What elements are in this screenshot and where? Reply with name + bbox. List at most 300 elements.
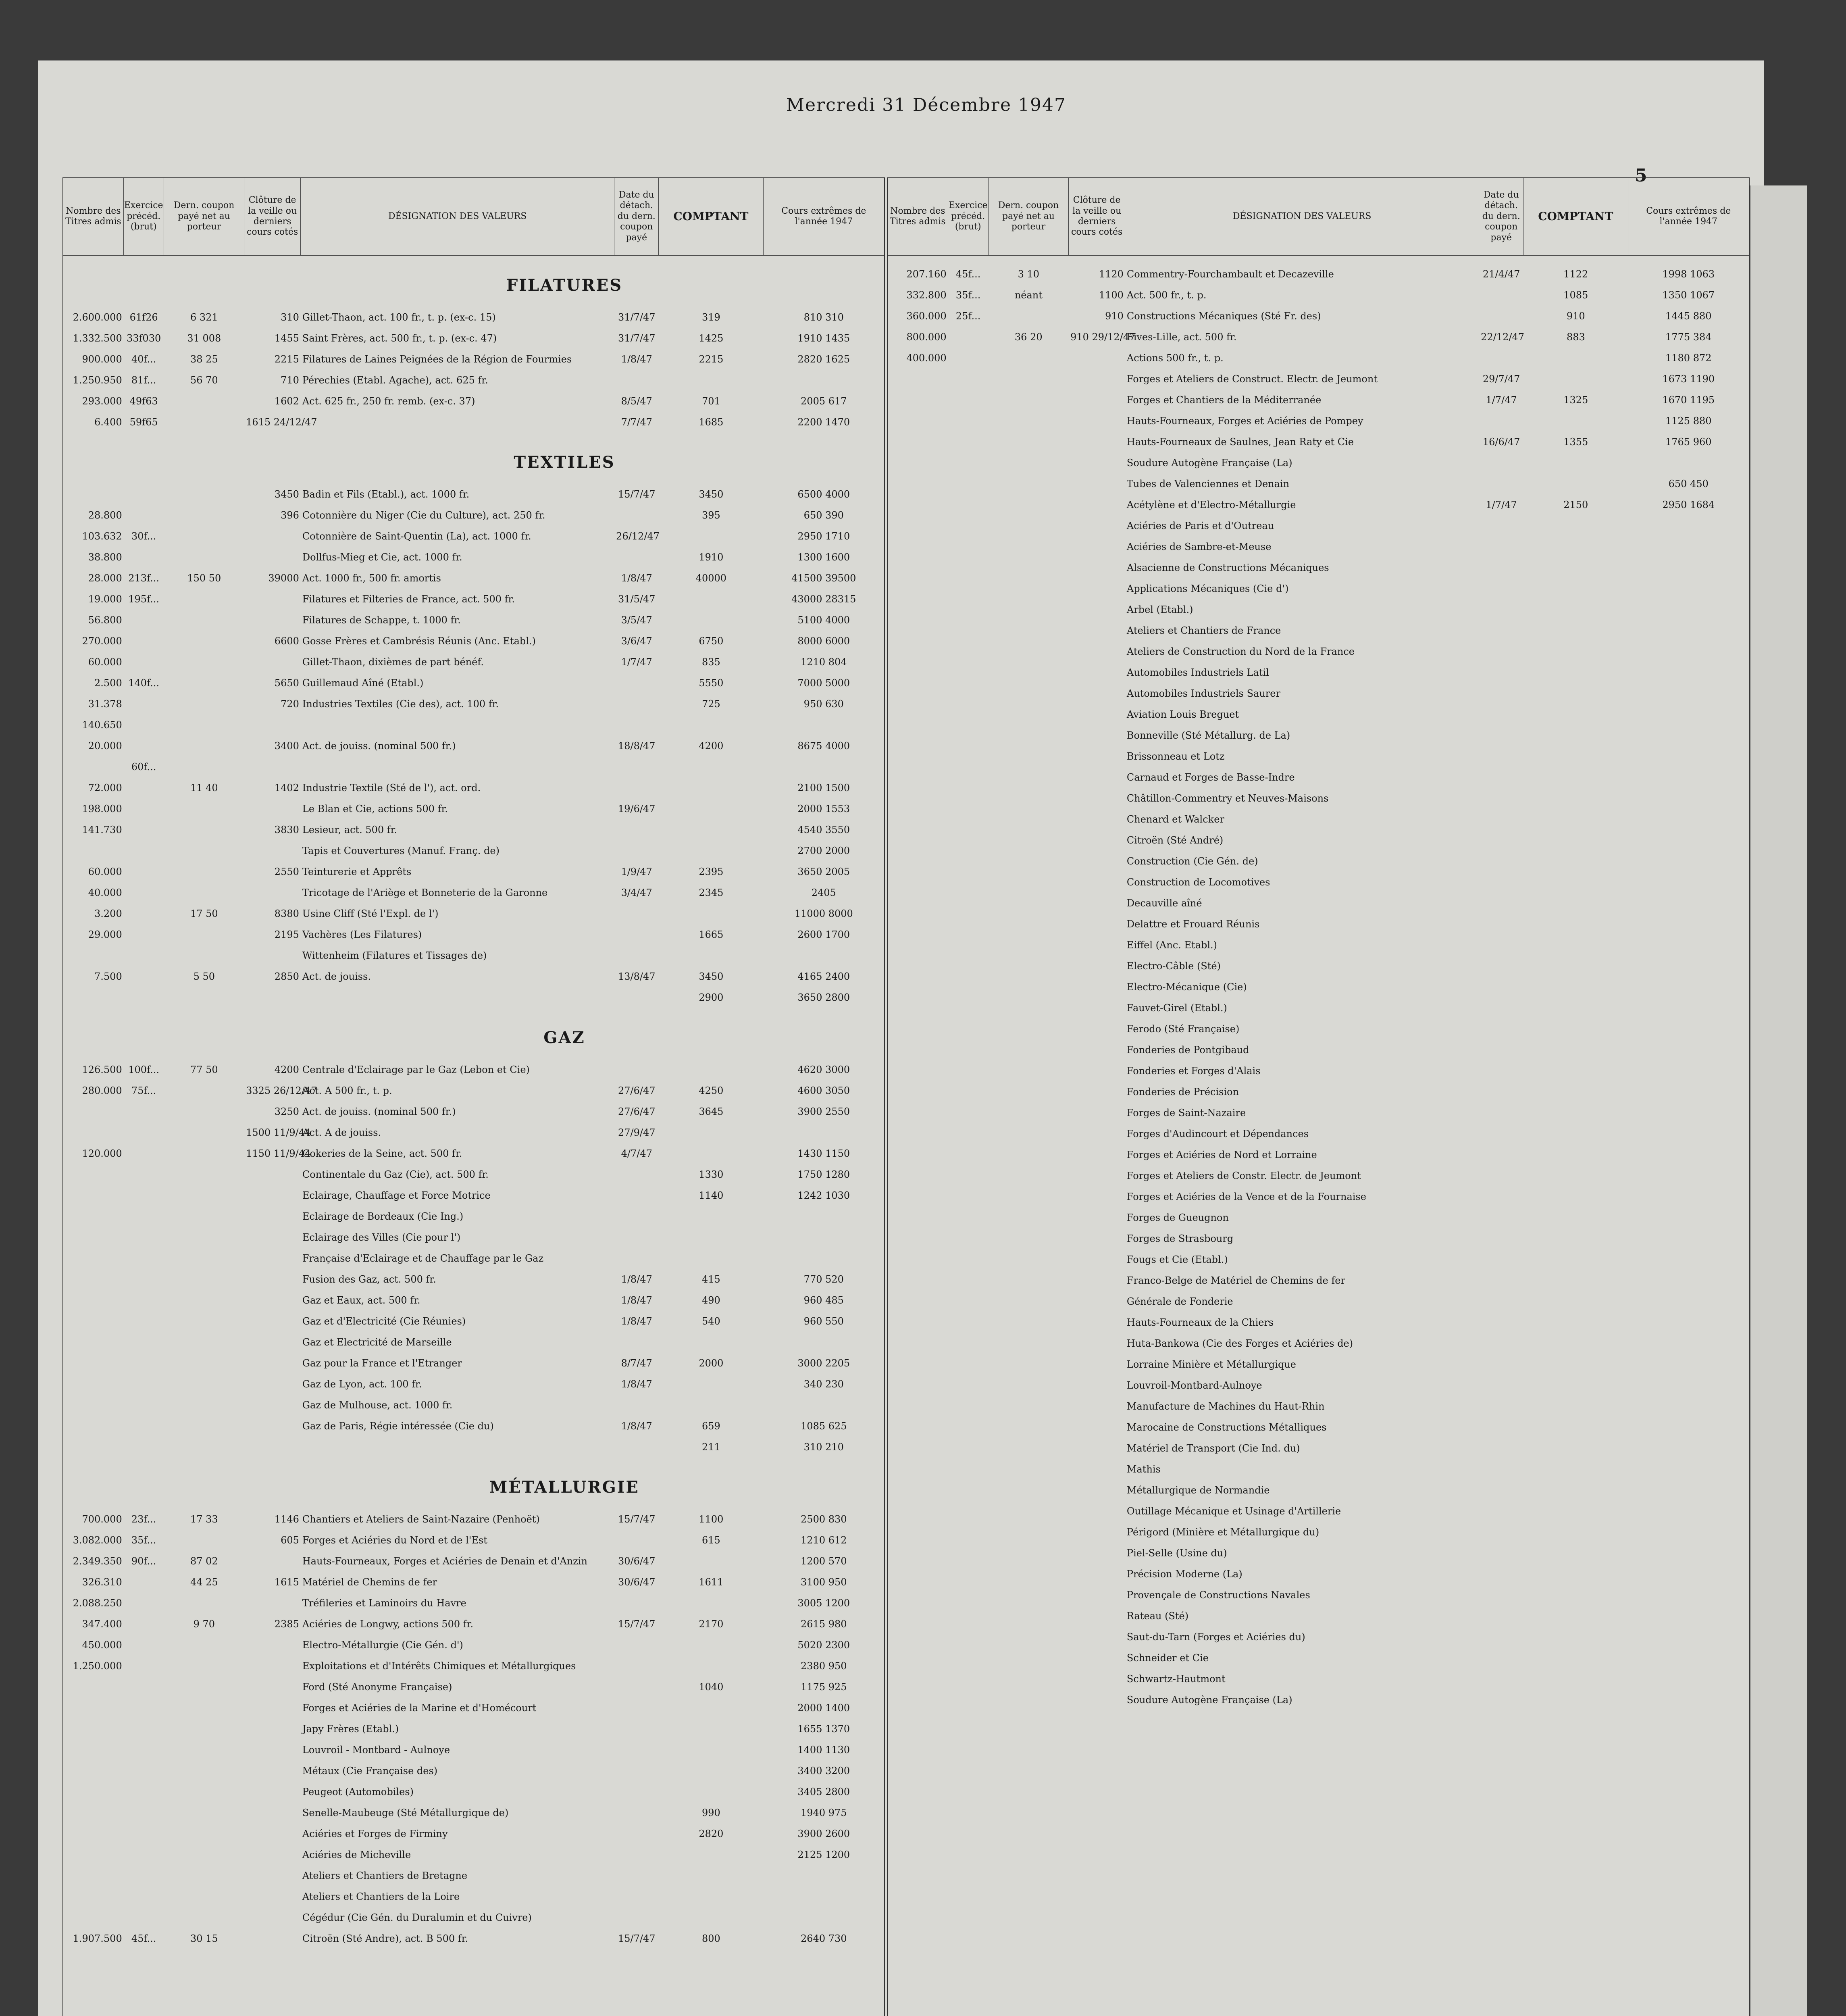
table-row [63, 1332, 884, 1353]
row-list [63, 1509, 884, 1949]
valeur-name: Pérechies (Etabl. Agache), act. 625 fr. [302, 375, 488, 386]
date-detach: 30/6/47 [618, 1556, 656, 1567]
table-row [63, 987, 884, 1008]
table-row [63, 819, 884, 840]
valeur-name: Lesieur, act. 500 fr. [302, 824, 398, 835]
comptant-price: 4200 [699, 740, 724, 752]
table-row [63, 1509, 884, 1530]
titres-admis: 900.000 [82, 354, 122, 365]
date-detach: 1/8/47 [621, 1295, 652, 1306]
col-exercice: Exercice précéd. (brut) [124, 178, 164, 255]
cours-extremes: 43000 28315 [791, 594, 856, 605]
table-row [63, 1290, 884, 1311]
table-row [63, 1185, 884, 1206]
titres-admis: 332.800 [906, 289, 947, 301]
cours-extremes: 1655 1370 [797, 1723, 850, 1735]
valeur-name: Carnaud et Forges de Basse-Indre [1126, 772, 1295, 783]
table-row [63, 1739, 884, 1760]
table-row [63, 798, 884, 819]
cours-extremes: 2125 1200 [797, 1849, 850, 1860]
valeur-name: Cotonnière du Niger (Cie du Culture), act. 250 fr. [302, 510, 545, 521]
valeur-name: Outillage Mécanique et Usinage d'Artillerie [1126, 1506, 1341, 1517]
col-cours-extremes: Cours extrêmes de l'année 1947 [1646, 206, 1731, 227]
table-row [888, 830, 1749, 851]
cours-extremes: 3650 2800 [797, 992, 850, 1003]
table-row [888, 1123, 1749, 1144]
comptant-price: 2215 [699, 354, 724, 365]
table-row [888, 1480, 1749, 1501]
valeur-name: Citroën (Sté André) [1126, 835, 1224, 846]
valeur-name: Rateau (Sté) [1126, 1610, 1189, 1622]
table-row [888, 914, 1749, 935]
titres-admis: 2.500 [94, 677, 122, 689]
valeur-name: Gillet-Thaon, dixièmes de part bénéf. [302, 656, 484, 668]
cours-extremes: 2615 980 [801, 1618, 847, 1630]
valeur-name: Forges et Ateliers de Construct. Electr. de Jeumont [1126, 373, 1378, 385]
cloture-value: 1146 [274, 1514, 299, 1525]
date-detach: 3/6/47 [621, 635, 652, 647]
date-detach: 3/5/47 [621, 614, 652, 626]
date-detach: 31/7/47 [618, 333, 656, 344]
cours-extremes: 2820 1625 [797, 354, 850, 365]
valeur-name: Gaz de Mulhouse, act. 1000 fr. [302, 1400, 453, 1411]
table-row [63, 1886, 884, 1907]
cours-extremes: 8000 6000 [797, 635, 850, 647]
table-row [63, 1865, 884, 1886]
valeur-name: Provençale de Constructions Navales [1126, 1589, 1310, 1601]
titres-admis: 1.907.500 [73, 1933, 122, 1944]
table-row [63, 882, 884, 903]
cours-extremes: 1350 1067 [1662, 289, 1715, 301]
cloture-value: 1500 11/9/44 [246, 1127, 311, 1138]
cloture-value: 3325 26/12/47 [246, 1085, 317, 1096]
table-row [63, 1677, 884, 1697]
cours-extremes: 1445 880 [1665, 310, 1712, 322]
table-row [63, 1059, 884, 1080]
valeur-name: Métaux (Cie Française des) [302, 1765, 438, 1776]
cours-extremes: 3000 2205 [797, 1358, 850, 1369]
date-detach: 21/4/47 [1482, 269, 1520, 280]
cloture-value: 3400 [274, 740, 299, 752]
col-date: Date du détach. du dern. coupon payé [614, 178, 659, 255]
table-row [888, 1270, 1749, 1291]
cours-extremes: 1125 880 [1665, 415, 1712, 427]
date-detach: 4/7/47 [621, 1148, 652, 1159]
coupon-value: 5 50 [193, 971, 215, 982]
valeur-name: Act. A de jouiss. [302, 1127, 381, 1138]
valeur-name: Continentale du Gaz (Cie), act. 500 fr. [302, 1169, 489, 1180]
comptant-price: 1085 [1563, 289, 1588, 301]
table-row [63, 1248, 884, 1269]
cloture-value: 1120 [1099, 269, 1124, 280]
valeur-name: Forges et Ateliers de Constr. Electr. de Jeumont [1126, 1170, 1361, 1181]
date-detach: 7/7/47 [621, 417, 652, 428]
table-row [888, 1543, 1749, 1564]
cloture-value: 720 [281, 698, 299, 710]
date-detach: 27/6/47 [618, 1106, 656, 1117]
valeur-name: Fonderies de Pontgibaud [1126, 1044, 1249, 1056]
coupon-value: 30 15 [190, 1933, 218, 1944]
table-row [888, 620, 1749, 641]
titres-admis: 20.000 [88, 740, 122, 752]
table-row [63, 307, 884, 328]
valeur-name: Actions 500 fr., t. p. [1126, 352, 1224, 364]
table-row [888, 662, 1749, 683]
valeur-name: Franco-Belge de Matériel de Chemins de fer [1126, 1275, 1345, 1286]
cours-extremes: 1210 612 [801, 1535, 847, 1546]
valeur-name: Electro-Câble (Sté) [1126, 960, 1221, 972]
valeur-name: Arbel (Etabl.) [1126, 604, 1193, 615]
table-row [888, 389, 1749, 410]
row-list [888, 264, 1749, 1710]
cours-extremes: 1210 804 [801, 656, 847, 668]
valeur-name: Exploitations et d'Intérêts Chimiques et Métallurgiques [302, 1660, 576, 1672]
table-row [63, 1437, 884, 1458]
cours-extremes: 11000 8000 [794, 908, 853, 919]
titres-admis: 2.349.350 [73, 1556, 122, 1567]
valeur-name: Construction de Locomotives [1126, 877, 1270, 888]
date-detach: 1/7/47 [1486, 394, 1517, 406]
cloture-value: 1455 [274, 333, 299, 344]
cours-extremes: 4165 2400 [797, 971, 850, 982]
valeur-name: Forges de Strasbourg [1126, 1233, 1234, 1244]
date-detach: 29/7/47 [1482, 373, 1520, 385]
table-row [888, 851, 1749, 872]
valeur-name: Act. de jouiss. (nominal 500 fr.) [302, 1106, 456, 1117]
col-designation: DÉSIGNATION DES VALEURS [301, 178, 614, 255]
valeur-name: Huta-Bankowa (Cie des Forges et Aciéries de) [1126, 1338, 1353, 1349]
titres-admis: 6.400 [94, 417, 122, 428]
cloture-value: 396 [281, 510, 299, 521]
comptant-price: 1140 [699, 1190, 724, 1201]
exercice-value: 33f030 [127, 333, 161, 344]
cours-extremes: 2700 2000 [797, 845, 850, 856]
cloture-value: 605 [281, 1535, 299, 1546]
comptant-price: 2900 [699, 992, 724, 1003]
cours-extremes: 960 485 [803, 1295, 844, 1306]
table-row [63, 1907, 884, 1928]
cloture-value: 310 [281, 312, 299, 323]
cours-extremes: 810 310 [803, 312, 844, 323]
table-row [888, 578, 1749, 599]
table-row [63, 1614, 884, 1635]
table-row [888, 1564, 1749, 1585]
valeur-name: Vachères (Les Filatures) [302, 929, 422, 940]
valeur-name: Centrale d'Eclairage par le Gaz (Lebon et Cie) [302, 1064, 530, 1075]
valeur-name: Ateliers de Construction du Nord de la France [1126, 646, 1355, 657]
cours-extremes: 2005 617 [801, 396, 847, 407]
table-row [63, 1311, 884, 1332]
titres-admis: 270.000 [82, 635, 122, 647]
date-detach: 16/6/47 [1482, 436, 1520, 448]
table-row [63, 1143, 884, 1164]
table-row [888, 1585, 1749, 1606]
cours-extremes: 950 630 [803, 698, 844, 710]
cours-extremes: 3400 3200 [797, 1765, 850, 1776]
valeur-name: Française d'Eclairage et de Chauffage par le Gaz [302, 1253, 544, 1264]
table-row [888, 1144, 1749, 1165]
page-date: Mercredi 31 Décembre 1947 [786, 95, 1066, 115]
table-row [888, 1060, 1749, 1081]
table-row [888, 872, 1749, 893]
titres-admis: 400.000 [906, 352, 947, 364]
column-header [63, 178, 884, 256]
table-row [63, 1101, 884, 1122]
date-detach: 1/8/47 [621, 1420, 652, 1432]
valeur-name: Gillet-Thaon, act. 100 fr., t. p. (ex-c. 15) [302, 312, 496, 323]
coupon-value: 11 40 [190, 782, 218, 793]
valeur-name: Fauvet-Girel (Etabl.) [1126, 1002, 1227, 1014]
right-body [888, 256, 1749, 1710]
table-row [63, 1781, 884, 1802]
table-row [888, 809, 1749, 830]
titres-admis: 60.000 [88, 866, 122, 877]
titres-admis: 207.160 [906, 269, 947, 280]
valeur-name: Aviation Louis Breguet [1126, 709, 1239, 720]
cours-extremes: 4600 3050 [797, 1085, 850, 1096]
valeur-name: Delattre et Frouard Réunis [1126, 918, 1260, 930]
valeur-name: Act. 625 fr., 250 fr. remb. (ex-c. 37) [302, 396, 475, 407]
exercice-value: 90f... [131, 1556, 156, 1567]
valeur-name: Marocaine de Constructions Métalliques [1126, 1422, 1327, 1433]
cloture-value: 8380 [274, 908, 299, 919]
col-cloture: Clôture de la veille ou derniers cours cotés [244, 178, 301, 255]
comptant-price: 2395 [699, 866, 724, 877]
exercice-value: 35f... [955, 289, 981, 301]
cours-extremes: 4620 3000 [797, 1064, 850, 1075]
date-detach: 18/8/47 [618, 740, 656, 752]
table-row [888, 767, 1749, 788]
table-row [63, 1122, 884, 1143]
cours-extremes: 7000 5000 [797, 677, 850, 689]
col-cours-extremes: Cours extrêmes de l'année 1947 [781, 206, 866, 227]
comptant-price: 415 [701, 1274, 720, 1285]
cloture-value: 1615 [274, 1577, 299, 1588]
table-row [63, 1823, 884, 1844]
date-detach: 1/8/47 [621, 573, 652, 584]
table-row [63, 1593, 884, 1614]
date-detach: 15/7/47 [618, 1514, 656, 1525]
titres-admis: 1.250.950 [73, 375, 122, 386]
valeur-name: Lorraine Minière et Métallurgique [1126, 1359, 1296, 1370]
valeur-name: Forges d'Audincourt et Dépendances [1126, 1128, 1309, 1139]
valeur-name: Eclairage des Villes (Cie pour l') [302, 1232, 461, 1243]
table-row [63, 1572, 884, 1593]
table-row [63, 735, 884, 756]
date-detach: 15/7/47 [618, 1618, 656, 1630]
coupon-value: 9 70 [193, 1618, 215, 1630]
table-row [888, 369, 1749, 389]
table-row [888, 683, 1749, 704]
valeur-name: Tréfileries et Laminoirs du Havre [302, 1597, 466, 1609]
table-row [888, 327, 1749, 348]
valeur-name: Métallurgique de Normandie [1126, 1485, 1270, 1496]
table-row [888, 704, 1749, 725]
valeur-name: Ateliers et Chantiers de Bretagne [302, 1870, 468, 1881]
valeur-name: Aciéries de Longwy, actions 500 fr. [302, 1618, 474, 1630]
cours-extremes: 650 450 [1668, 478, 1709, 489]
comptant-price: 1040 [699, 1681, 724, 1693]
titres-admis: 29.000 [88, 929, 122, 940]
valeur-name: Soudure Autogène Française (La) [1126, 1694, 1292, 1706]
date-detach: 27/9/47 [618, 1127, 656, 1138]
table-row [63, 840, 884, 861]
comptant-price: 395 [701, 510, 720, 521]
table-row [888, 1689, 1749, 1710]
valeur-name: Guillemaud Aîné (Etabl.) [302, 677, 424, 689]
cloture-value: 910 [1105, 310, 1124, 322]
date-detach: 15/7/47 [618, 1933, 656, 1944]
titres-admis: 120.000 [82, 1148, 122, 1159]
exercice-value: 45f... [955, 269, 981, 280]
row-list [63, 1059, 884, 1458]
valeur-name: Aciéries et Forges de Firminy [302, 1828, 448, 1839]
valeur-name: Electro-Métallurgie (Cie Gén. d') [302, 1639, 463, 1651]
valeur-name: Electro-Mécanique (Cie) [1126, 981, 1247, 993]
comptant-price: 40000 [695, 573, 727, 584]
cours-extremes: 2200 1470 [797, 417, 850, 428]
cloture-value: 39000 [268, 573, 299, 584]
titres-admis: 56.800 [88, 614, 122, 626]
titres-admis: 2.088.250 [73, 1597, 122, 1609]
valeur-name: Ateliers et Chantiers de France [1126, 625, 1281, 636]
table-row [888, 1165, 1749, 1186]
table-row [63, 1551, 884, 1572]
date-detach: 1/7/47 [621, 656, 652, 668]
table-row [63, 610, 884, 631]
col-coupon: Dern. coupon payé net au porteur [989, 178, 1069, 255]
page-edge [1750, 185, 1807, 2016]
cours-extremes: 2000 1400 [797, 1702, 850, 1714]
section-title: MÉTALLURGIE [489, 1478, 639, 1497]
cours-extremes: 2950 1710 [797, 531, 850, 542]
date-detach: 1/8/47 [621, 1316, 652, 1327]
valeur-name: Saut-du-Tarn (Forges et Aciéries du) [1126, 1631, 1305, 1643]
titres-admis: 1.250.000 [73, 1660, 122, 1672]
table-row [888, 641, 1749, 662]
coupon-value: 6 321 [190, 312, 218, 323]
coupon-value: 3 10 [1018, 269, 1040, 280]
valeur-name: Hauts-Fourneaux de la Chiers [1126, 1317, 1274, 1328]
valeur-name: Forges et Aciéries de Nord et Lorraine [1126, 1149, 1317, 1160]
valeur-name: Aciéries de Paris et d'Outreau [1126, 520, 1274, 531]
valeur-name: Gaz et Eaux, act. 500 fr. [302, 1295, 420, 1306]
valeur-name: Hauts-Fourneaux, Forges et Aciéries de Pompey [1126, 415, 1363, 427]
table-row [888, 1668, 1749, 1689]
titres-admis: 360.000 [906, 310, 947, 322]
comptant-price: 1425 [699, 333, 724, 344]
valeur-name: Forges et Aciéries de la Marine et d'Homécourt [302, 1702, 537, 1714]
valeur-name: Dollfus-Mieg et Cie, act. 1000 fr. [302, 552, 462, 563]
cours-extremes: 41500 39500 [791, 573, 856, 584]
table-row [63, 1164, 884, 1185]
page-number: 5 [1635, 165, 1647, 186]
cours-extremes: 1910 1435 [797, 333, 850, 344]
valeur-name: Louvroil - Montbard - Aulnoye [302, 1744, 450, 1756]
table-row [888, 998, 1749, 1018]
valeur-name: Matériel de Chemins de fer [302, 1577, 437, 1588]
table-row [888, 788, 1749, 809]
valeur-name: Tricotage de l'Ariège et Bonneterie de la Garonne [302, 887, 548, 898]
cloture-value: 3450 [274, 489, 299, 500]
coupon-value: 36 20 [1014, 331, 1043, 343]
comptant-price: 3645 [699, 1106, 724, 1117]
date-detach: 1/7/47 [1486, 499, 1517, 510]
cours-extremes: 310 210 [803, 1441, 844, 1453]
comptant-price: 725 [701, 698, 720, 710]
cloture-value: 2215 [274, 354, 299, 365]
valeur-name: Hauts-Fourneaux, Forges et Aciéries de Denain et d'Anzin [302, 1556, 587, 1567]
table-row [888, 285, 1749, 306]
date-detach: 8/7/47 [621, 1358, 652, 1369]
comptant-price: 835 [701, 656, 720, 668]
cours-extremes: 1180 872 [1665, 352, 1712, 364]
valeur-name: Schneider et Cie [1126, 1652, 1209, 1664]
cours-extremes: 4540 3550 [797, 824, 850, 835]
section-title: GAZ [543, 1028, 585, 1047]
date-detach: 1/8/47 [621, 1379, 652, 1390]
valeur-name: Saint Frères, act. 500 fr., t. p. (ex-c. 47) [302, 333, 497, 344]
comptant-price: 211 [701, 1441, 720, 1453]
titres-admis: 28.800 [88, 510, 122, 521]
table-row [888, 1375, 1749, 1396]
table-row [63, 1530, 884, 1551]
valeur-name: Automobiles Industriels Saurer [1126, 688, 1280, 699]
table-row [63, 1656, 884, 1677]
valeur-name: Matériel de Transport (Cie Ind. du) [1126, 1443, 1300, 1454]
col-designation: DÉSIGNATION DES VALEURS [1125, 178, 1479, 255]
table-row [63, 412, 884, 433]
table-row [888, 1438, 1749, 1459]
table-row [63, 1416, 884, 1437]
cours-extremes: 1430 1150 [797, 1148, 850, 1159]
cloture-value: 1602 [274, 396, 299, 407]
table-row [888, 1354, 1749, 1375]
titres-admis: 28.000 [88, 573, 122, 584]
cloture-value: 5650 [274, 677, 299, 689]
table-row [888, 431, 1749, 452]
exercice-value: 75f... [131, 1085, 156, 1096]
date-detach: 1/9/47 [621, 866, 652, 877]
cloture-value: 910 29/12/47 [1070, 331, 1136, 343]
exercice-value: 49f63 [129, 396, 158, 407]
cours-extremes: 650 390 [803, 510, 844, 521]
coupon-value: 77 50 [190, 1064, 218, 1075]
col-exercice: Exercice précéd. (brut) [948, 178, 989, 255]
valeur-name: Ateliers et Chantiers de la Loire [302, 1891, 460, 1902]
titres-admis: 700.000 [82, 1514, 122, 1525]
table-row [63, 1928, 884, 1949]
valeur-name: Forges et Aciéries du Nord et de l'Est [302, 1535, 487, 1546]
comptant-price: 1910 [699, 552, 724, 563]
cours-extremes: 2405 [811, 887, 836, 898]
table-row [63, 484, 884, 505]
section-title: FILATURES [506, 276, 623, 295]
titres-admis: 1.332.500 [73, 333, 122, 344]
coupon-value: 150 50 [187, 573, 221, 584]
table-row [888, 746, 1749, 767]
exercice-value: 35f... [131, 1535, 156, 1546]
table-row [888, 1312, 1749, 1333]
exercice-value: 61f26 [129, 312, 158, 323]
valeur-name: Gaz de Paris, Régie intéressée (Cie du) [302, 1420, 494, 1432]
cloture-value: 3250 [274, 1106, 299, 1117]
coupon-value: 17 50 [190, 908, 218, 919]
table-row [63, 861, 884, 882]
table-row [63, 945, 884, 966]
cloture-value: 1402 [274, 782, 299, 793]
cours-extremes: 1200 570 [801, 1556, 847, 1567]
